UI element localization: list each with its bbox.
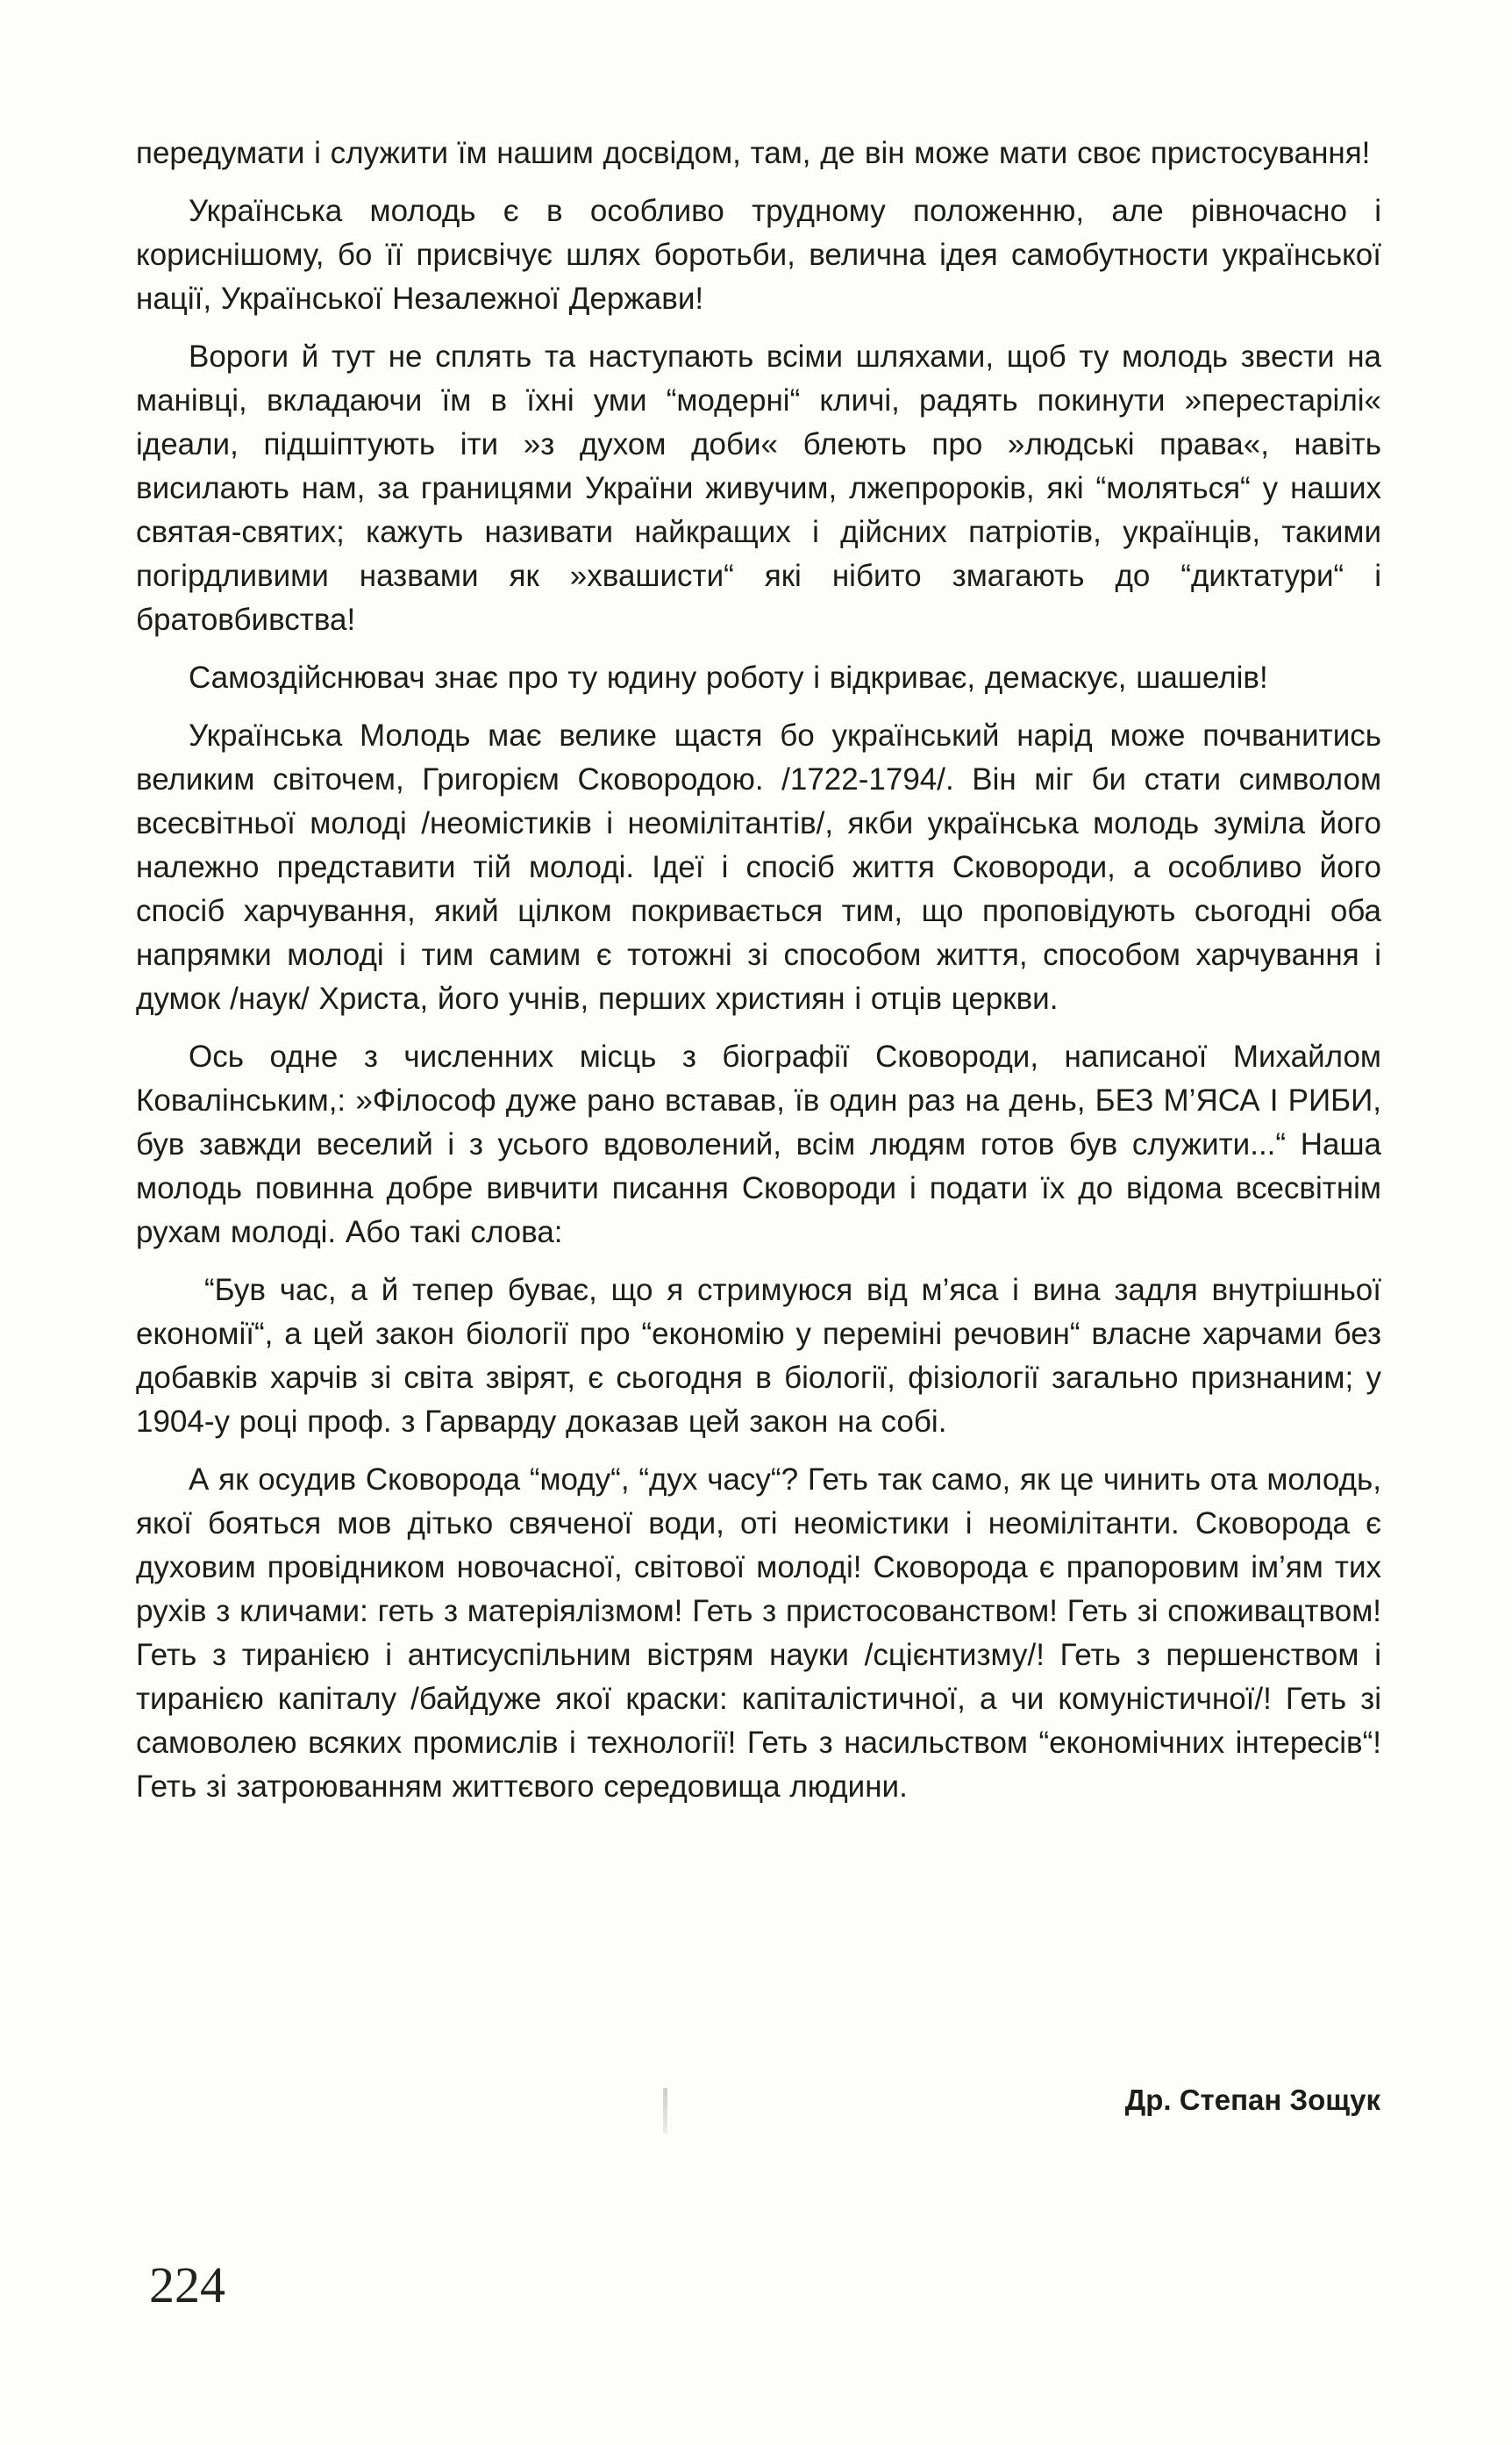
paragraph-8: А як осудив Сковорода “моду“, “дух часу“? Геть так само, як це чинить ота молодь, якої бояться мов дітько свяченої води, оті неомістики і неомілітанти. Сковорода є духовим провідником новочасної, світової молоді! Сковорода є прапоровим ім’ям тих рухів з кличами: геть з матеріялізмом! Геть з пристосованством! Геть зі споживацтвом! Геть з тиранією і антисуспільним вістрям науки /сцієнтизму/! Геть з першенством і тиранією капіталу /байдуже якої краски: капіталістичної, а чи комуністичної/! Геть зі самоволею всяких промислів і технології! Геть з насильством “економічних інтересів“! Геть зі затроюванням життєвого середовища людини. — [136, 1462, 1381, 1804]
paragraph-3: Вороги й тут не сплять та наступають всіми шляхами, щоб ту молодь звести на манівці, вкладаючи їм в їхні уми “модерні“ кличі, радять покинути »перестарілі« ідеали, підшіптують іти »з духом доби« блеють про »людські права«, навіть висилають нам, за границями України живучим, лжепророків, які “моляться“ у наших святая-святих; кажуть називати найкращих і дійсних патріотів, українців, такими погірдливими назвами як »хвашисти“ які нібито змагають до “диктатури“ і братовбивства! — [136, 340, 1381, 637]
paragraph-1: передумати і служити їм нашим досвідом, там, де він може мати своє пристосування! — [136, 136, 1371, 170]
paragraph-4: Самоздійснювач знає про ту юдину роботу і відкриває, демаскує, шашелів! — [189, 661, 1268, 695]
paragraph-7-quote: “Був час, а й тепер буває, що я стримуюся від м’яса і вина задля внутрішньої економії“, а цей закон біології про “економію у переміні речовин“ власне харчами без добавків харчів зі світа звірят, є сьогодня в біології, фізіології загально признаним; у 1904-у році проф. з Гарварду доказав цей закон на собі. — [136, 1273, 1381, 1439]
paragraph-2: Українська молодь є в особливо трудному положенню, але рівночасно і кориснішому, бо її присвічує шлях боротьби, велична ідея самобутности української нації, Української Незалежної Держави! — [136, 194, 1381, 316]
article-body — [136, 132, 1381, 1823]
scan-artifact-mark — [663, 2088, 667, 2134]
paragraph-6: Ось одне з численних місць з біографії Сковороди, написаної Михайлом Ковалінським,: »Філософ дуже рано вставав, їв один раз на день, БЕЗ М’ЯСА І РИБИ, був завжди веселий і з усього вдоволений, всім людям готов був служити...“ Наша молодь повинна добре вивчити писання Сковороди і подати їх до відома всесвітнім рухам молоді. Або такі слова: — [136, 1040, 1381, 1249]
page-number: 224 — [149, 2256, 225, 2313]
author-signature: Др. Степан Зощук — [1124, 2084, 1380, 2116]
paragraph-5: Українська Молодь має велике щастя бо український нарід може почванитись великим світочем, Григорієм Сковородою. /1722-1794/. Він міг би стати символом всесвітньої молоді /неомістиків і неомілітантів/, якби українська молодь зуміла його належно представити тій молоді. Ідеї і спосіб життя Сковороди, а особливо його спосіб харчування, який цілком покривається тим, що проповідують сьогодні оба напрямки молоді і тим самим є тотожні зі способом життя, способом харчування і думок /наук/ Христа, його учнів, перших християн і отців церкви. — [136, 718, 1381, 1016]
